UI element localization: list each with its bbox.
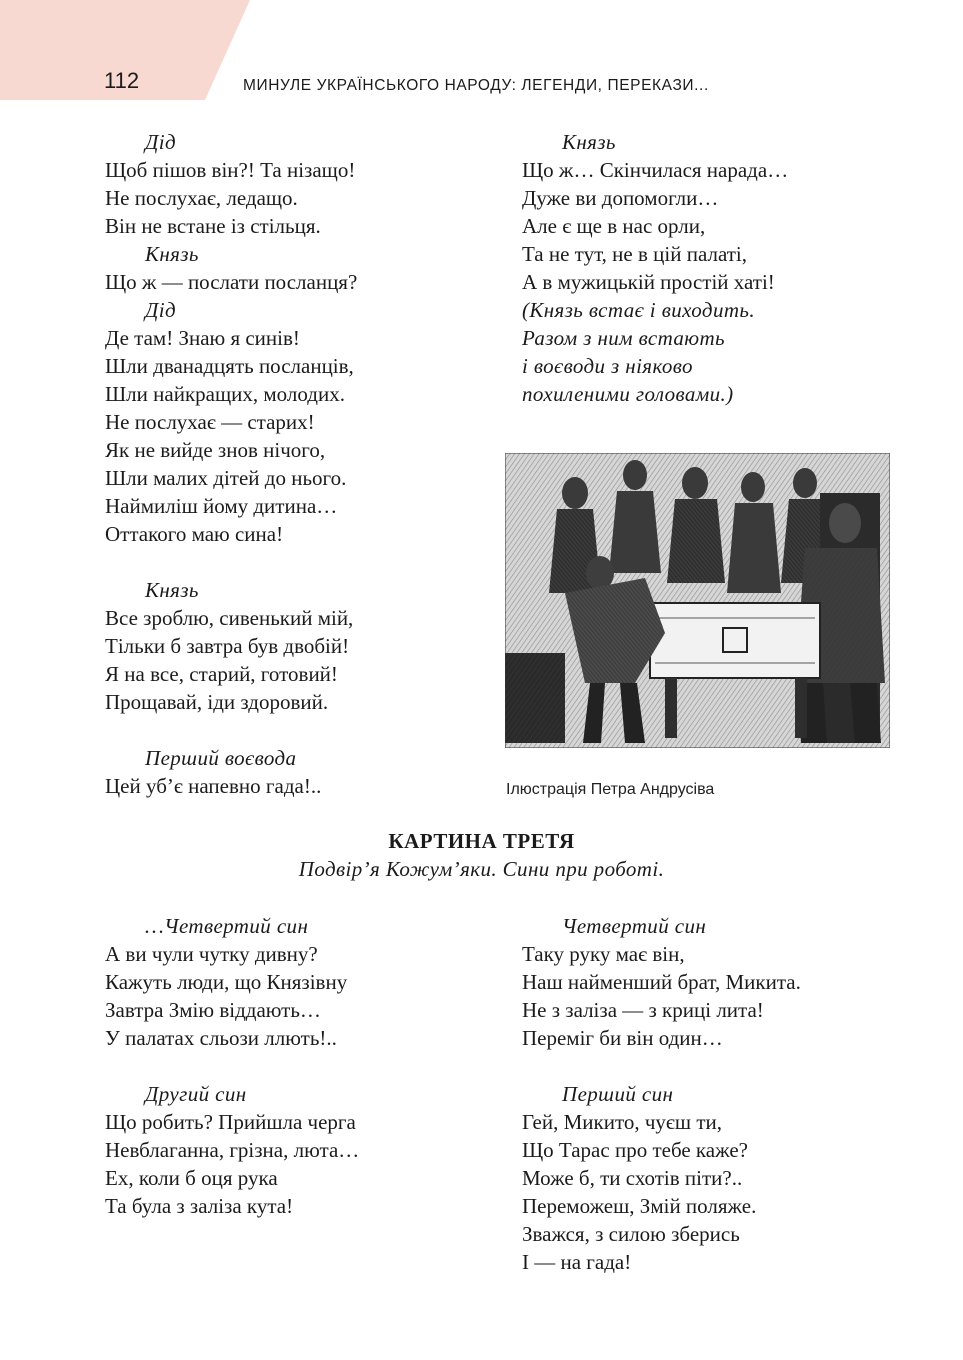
speaker-name: Дід <box>145 130 177 154</box>
verse-line: Цей уб’є напевно гада!.. <box>105 774 322 798</box>
scene-subtitle: Подвір’я Кожум’яки. Сини при роботі. <box>298 857 665 881</box>
speaker-name: Четвертий син <box>562 914 707 938</box>
scene-title: КАРТИНА ТРЕТЯ <box>388 829 575 853</box>
speaker-name: …Четвертий син <box>145 914 309 938</box>
stage-direction: і воєводи з ніяково <box>522 354 693 378</box>
verse-line: Але є ще в нас орли, <box>522 214 706 238</box>
verse-line: Щоб пішов він?! Та нізащо! <box>105 158 356 182</box>
verse-line: Шли малих дітей до нього. <box>105 466 347 490</box>
verse-line: Зважся, з силою зберись <box>522 1222 740 1246</box>
speaker-name: Дід <box>145 298 177 322</box>
stanza-gap <box>105 548 357 576</box>
illustration-icon <box>505 453 890 748</box>
verse-line: Що ж — послати посланця? <box>105 270 358 294</box>
verse-line: Що Тарас про тебе каже? <box>522 1138 748 1162</box>
verse-line: Шли найкращих, молодих. <box>105 382 345 406</box>
verse-line: Прощавай, іди здоровий. <box>105 690 329 714</box>
speaker-name: Перший син <box>562 1082 674 1106</box>
verse-line: У палатах сльози ллють!.. <box>105 1026 337 1050</box>
verse-line: Оттакого маю сина! <box>105 522 284 546</box>
text-column-bottom-left <box>105 912 359 1220</box>
verse-line: Що ж… Скінчилася нарада… <box>522 158 789 182</box>
stanza-gap <box>105 1052 359 1080</box>
speaker-name: Другий син <box>145 1082 247 1106</box>
speaker-name: Князь <box>562 130 616 154</box>
verse-line: Не з заліза — з криці лита! <box>522 998 764 1022</box>
verse-line: Завтра Змію віддають… <box>105 998 321 1022</box>
verse-line: Він не встане із стільця. <box>105 214 321 238</box>
verse-line: Тільки б завтра був двобій! <box>105 634 350 658</box>
stanza-gap <box>105 716 357 744</box>
verse-line: Наш найменший брат, Микита. <box>522 970 801 994</box>
text-column-top-left <box>105 128 357 800</box>
verse-line: Переміг би він один… <box>522 1026 723 1050</box>
page-number: 112 <box>104 68 140 93</box>
speaker-name: Князь <box>145 242 199 266</box>
verse-line: Я на все, старий, готовий! <box>105 662 338 686</box>
verse-line: І — на гада! <box>522 1250 632 1274</box>
verse-line: Гей, Микито, чуєш ти, <box>522 1110 723 1134</box>
verse-line: Все зроблю, сивенький мій, <box>105 606 354 630</box>
verse-line: Таку руку має він, <box>522 942 685 966</box>
stage-direction: (Князь встає і виходить. <box>522 298 756 322</box>
verse-line: Як не вийде знов нічого, <box>105 438 326 462</box>
verse-line: Що робить? Прийшла черга <box>105 1110 356 1134</box>
speaker-name: Князь <box>145 578 199 602</box>
verse-line: Наймиліш йому дитина… <box>105 494 338 518</box>
verse-line: Невблаганна, грізна, люта… <box>105 1138 360 1162</box>
verse-line: Ех, коли б оця рука <box>105 1166 278 1190</box>
verse-line: А в мужицькій простій хаті! <box>522 270 775 294</box>
verse-line: Та була з заліза кута! <box>105 1194 294 1218</box>
speaker-name: Перший воєвода <box>145 746 297 770</box>
verse-line: А ви чули чутку дивну? <box>105 942 318 966</box>
text-column-bottom-right <box>522 912 801 1276</box>
engraving-illustration <box>505 453 890 748</box>
verse-line: Не послухає — старих! <box>105 410 315 434</box>
stage-direction: похиленими головами.) <box>522 382 734 406</box>
text-column-top-right <box>522 128 788 408</box>
verse-line: Шли дванадцять посланців, <box>105 354 354 378</box>
stanza-gap <box>522 1052 801 1080</box>
illustration-caption: Ілюстрація Петра Андрусіва <box>506 781 715 798</box>
stage-direction: Разом з ним встають <box>522 326 726 350</box>
running-title: МИНУЛЕ УКРАЇНСЬКОГО НАРОДУ: ЛЕГЕНДИ, ПЕРЕКАЗИ... <box>243 77 709 94</box>
verse-line: Переможеш, Змій поляже. <box>522 1194 757 1218</box>
verse-line: Не послухає, ледащо. <box>105 186 298 210</box>
verse-line: Кажуть люди, що Князівну <box>105 970 348 994</box>
verse-line: Дуже ви допомогли… <box>522 186 719 210</box>
verse-line: Де там! Знаю я синів! <box>105 326 300 350</box>
verse-line: Та не тут, не в цій палаті, <box>522 242 747 266</box>
verse-line: Може б, ти схотів піти?.. <box>522 1166 743 1190</box>
